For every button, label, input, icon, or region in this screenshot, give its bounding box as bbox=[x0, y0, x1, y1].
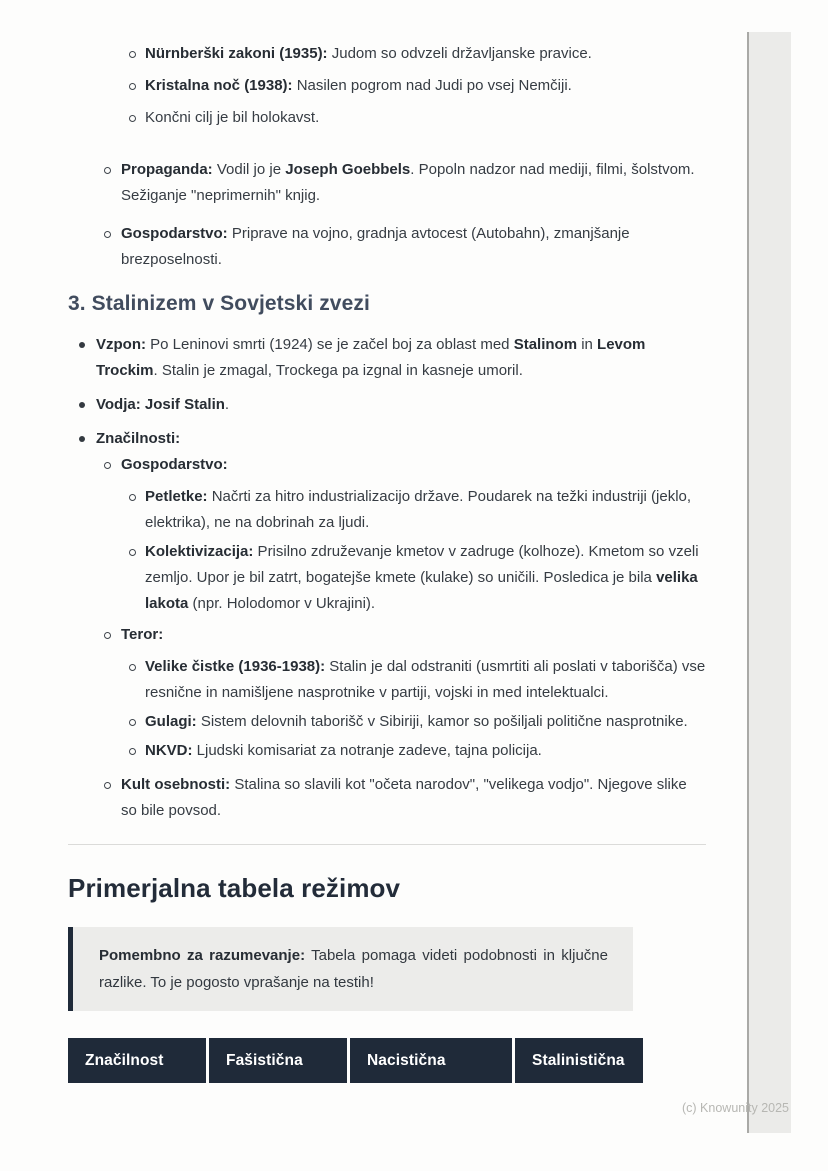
list-item: Propaganda: Vodil jo je Joseph Goebbels. Popoln nadzor nad mediji, filmi, šolstvom. Sežiganje "neprimernih" knjig. bbox=[68, 157, 706, 209]
scrollbar-track[interactable] bbox=[747, 32, 791, 1133]
stalinism-terror-items bbox=[68, 654, 706, 764]
stalinism-economy-items bbox=[68, 484, 706, 617]
section-divider bbox=[68, 844, 706, 845]
table-header-fasisticna: Fašistična bbox=[209, 1038, 347, 1083]
nazism-sub-list bbox=[68, 157, 706, 273]
table-header-stalinisticna: Stalinistična bbox=[515, 1038, 643, 1083]
important-note-callout bbox=[68, 927, 633, 1011]
list-item: Gulagi: Sistem delovnih taborišč v Sibiriji, kamor so pošiljali politične nasprotnike. bbox=[68, 709, 706, 735]
callout-text: Pomembno za razumevanje: Tabela pomaga videti podobnosti in ključne razlike. To je pogosto vprašanje na testih! bbox=[99, 947, 608, 991]
list-item: Petletke: Načrti za hitro industrializacijo države. Poudarek na težki industriji (jeklo, elektrika), ne na dobrinah za ljudi. bbox=[68, 484, 706, 536]
list-item: Kristalna noč (1938): Nasilen pogrom nad Judi po vsej Nemčiji. bbox=[68, 73, 706, 99]
stalinism-sub-list-terror bbox=[68, 622, 706, 648]
section-heading-stalinism: 3. Stalinizem v Sovjetski zvezi bbox=[68, 292, 370, 315]
list-item: Gospodarstvo: Priprave na vojno, gradnja avtocest (Autobahn), zmanjšanje brezposelnosti. bbox=[68, 221, 706, 273]
stalinism-sub-list-economy bbox=[68, 452, 706, 478]
comparison-table-header-row bbox=[68, 1038, 643, 1083]
section-heading-comparison-table: Primerjalna tabela režimov bbox=[68, 873, 401, 903]
list-item: Kult osebnosti: Stalina so slavili kot "očeta narodov", "velikega vodjo". Njegove slike so bile povsod. bbox=[68, 772, 706, 824]
list-item: Velike čistke (1936-1938): Stalin je dal odstraniti (usmrtiti ali poslati v taborišča) vse resnične in namišljene nasprotnike v partiji, vojski in med intelektualci. bbox=[68, 654, 706, 706]
nazism-deep-list bbox=[68, 41, 706, 131]
watermark: (c) Knowunity 2025 bbox=[682, 1101, 790, 1115]
table-header-znacilnost: Značilnost bbox=[68, 1038, 206, 1083]
list-item: Nürnberški zakoni (1935): Judom so odvzeli državljanske pravice. bbox=[68, 41, 706, 67]
list-item: Gospodarstvo: bbox=[68, 452, 706, 478]
list-item: NKVD: Ljudski komisariat za notranje zadeve, tajna policija. bbox=[68, 738, 706, 764]
table-header-nacisticna: Nacistična bbox=[350, 1038, 512, 1083]
list-item: Vzpon: Po Leninovi smrti (1924) se je začel boj za oblast med Stalinom in Levom Trockim. Stalin je zmagal, Trockega pa izgnal in kasneje umoril. bbox=[68, 332, 706, 384]
stalinism-top-list bbox=[68, 332, 706, 452]
list-item: Značilnosti: bbox=[68, 426, 706, 452]
list-item: Vodja: Josif Stalin. bbox=[68, 392, 706, 418]
list-item: Končni cilj je bil holokavst. bbox=[68, 105, 706, 131]
document-content bbox=[68, 41, 706, 1083]
list-item: Teror: bbox=[68, 622, 706, 648]
list-item: Kolektivizacija: Prisilno združevanje kmetov v zadruge (kolhoze). Kmetom so vzeli zemljo. Upor je bil zatrt, bogatejše kmete (kulake) so uničili. Posledica je bila velika lakota (npr. Holodomor v Ukrajini). bbox=[68, 539, 706, 617]
stalinism-sub-list-cult bbox=[68, 772, 706, 824]
